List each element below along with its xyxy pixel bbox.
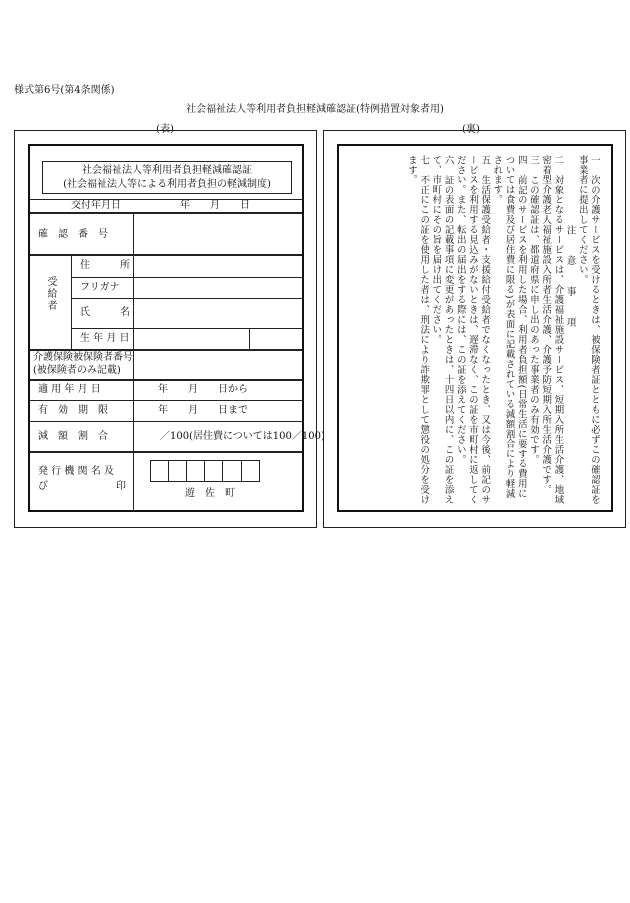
applicable-date-value: 年 月 日から [158,384,248,395]
issuer-name: 遊 佐 町 [185,488,235,499]
confirmation-number-label: 確 認 番 号 [38,229,108,240]
note-item: 七 不正にこの証を使用した者は、刑法により詐欺罪として懲役の処分を受けます。 [405,155,430,505]
note-item: 一 次の介護サービスを受けるときは、被保険者証とともに必ずこの確認証を事業者に提出してください。 [576,155,600,505]
insurer-number-note: (被保険者のみ記載) [33,365,121,376]
note-item: 六 証の表面の記載事項に変更があったときは、十四日以内に、この証を添えて、市町村にその旨を届け出てください。 [430,155,454,505]
name-label: 氏 名 [80,307,130,318]
issuer-label: 発 行 機 関 名 及 [38,466,114,477]
reduction-rate-value: ／100(居住費については100／100) [160,431,325,442]
front-card [14,130,325,528]
birthdate-label: 生 年 月 日 [80,333,130,344]
note-item: 五 生活保護受給者・支援給付受給者でなくなったとき、又は今後、前記のサービスを利用する見込みがないときは、遅滞なく、この証を市町村に返してください。また、転出の届出をする際には、この証を添えてください。 [454,155,491,505]
issue-date-label: 交付年月日 [71,200,121,211]
valid-period-value: 年 月 日まで [158,405,248,416]
issuer-code-boxes [150,460,260,482]
note-item: 二 対象となるサービスは、介護福祉施設サービス、短期入所生活介護、地域密着型介護老人福祉施設入所者生活介護、介護予防短期入所生活介護です。 [540,155,564,505]
note-item: 三 この確認証は、都道府県に申し出のあった事業者のみ有効です。 [527,155,539,465]
insurer-number-label: 介護保険被保険者番号 [33,352,133,363]
applicable-date-label: 適 用 年 月 日 [38,384,101,395]
furigana-label: フリガナ [80,282,120,293]
card-subtitle: (社会福祉法人等による利用者負担の軽減制度) [63,179,271,190]
issue-date-value: 年 月 日 [180,200,250,211]
reduction-rate-label: 減 額 割 合 [38,431,108,442]
recipient-label: 受給者 [45,276,56,312]
back-card [323,130,626,528]
back-side-label: (裏) [462,124,480,135]
note-item: 四 前記のサービスを利用した場合、利用者負担額(日常生活に要する費用については食費及び居住費に限る)が表面に記載されている減額割合により軽減されます。 [491,155,527,499]
address-label: 住 所 [80,260,130,271]
document-title: 社会福祉法人等利用者負担軽減確認証(特例措置対象者用) [186,104,444,115]
front-side-label: (表) [156,124,174,135]
front-form [28,144,325,512]
issuer-label-seal: 印 [116,481,126,492]
card-title-box [42,161,292,194]
card-title: 社会福祉法人等利用者負担軽減確認証 [82,165,252,176]
notes-panel [337,144,613,512]
valid-period-label: 有 効 期 限 [38,405,108,416]
issuer-label-bi: び [38,481,48,492]
form-number: 様式第6号(第4条関係) [14,85,115,96]
notes-text [348,155,600,505]
notes-title: 注 意 事 項 [564,225,576,333]
